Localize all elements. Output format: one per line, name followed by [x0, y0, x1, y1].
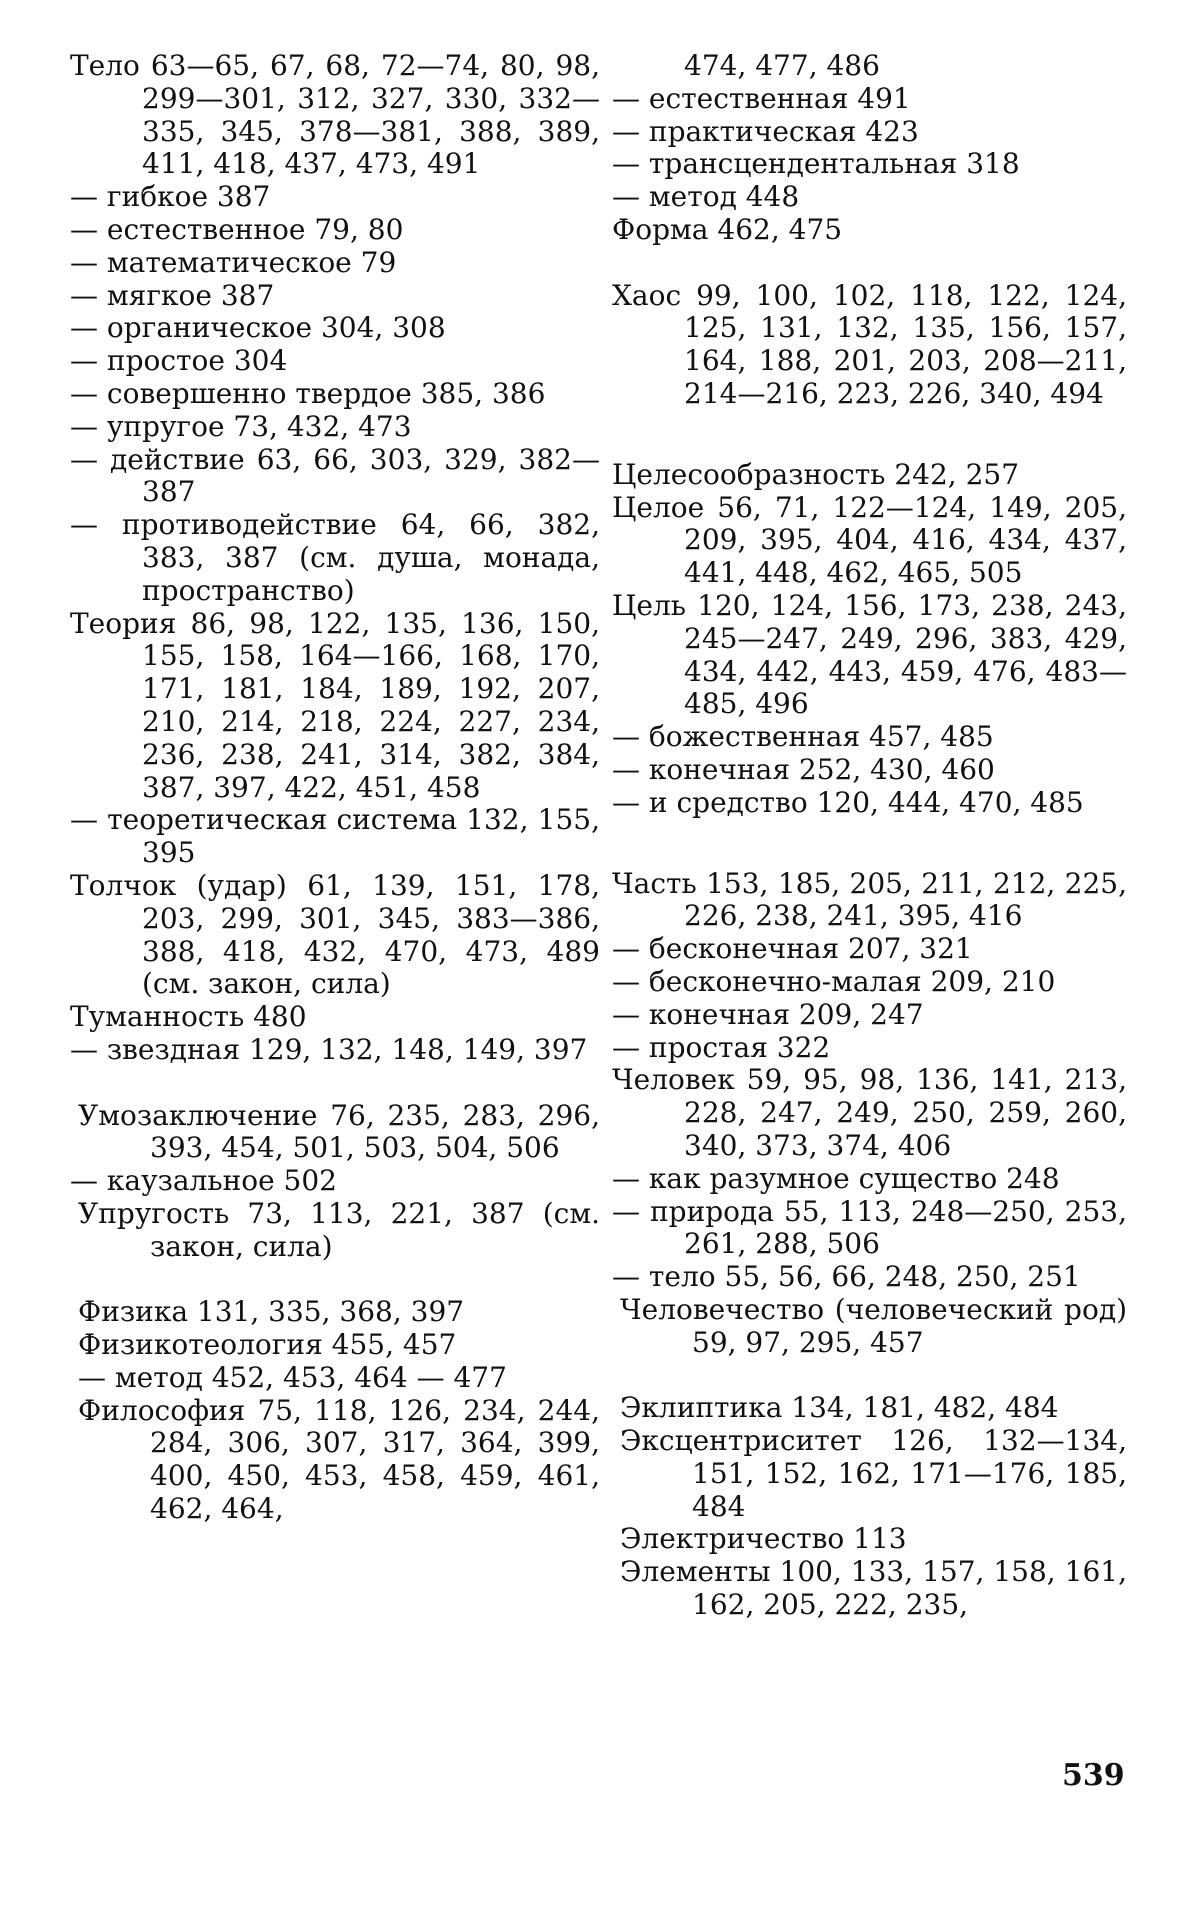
index-entry: — органическое 304, 308	[70, 311, 446, 345]
index-column-right	[612, 50, 1127, 1622]
index-entry: — природа 55, 113, 248—250, 253, 261, 288, 506	[612, 1194, 1127, 1261]
index-entry: Эксцентриситет 126, 132—134, 151, 152, 162, 171—176, 185, 484	[620, 1424, 1127, 1523]
index-entry: — математическое 79	[70, 245, 397, 279]
section-gap	[70, 1263, 600, 1296]
index-entry: — звездная 129, 132, 148, 149, 397	[70, 1032, 588, 1066]
index-entry: Хаос 99, 100, 102, 118, 122, 124, 125, 131, 132, 135, 156, 157, 164, 188, 201, 203, 208—211, 214—216, 223, 226, 340, 494	[612, 278, 1127, 410]
index-entry: — бесконечно-малая 209, 210	[612, 964, 1056, 998]
section-gap	[612, 1359, 1127, 1392]
index-entry: — упругое 73, 432, 473	[70, 409, 412, 443]
index-entry: — практическая 423	[612, 114, 919, 148]
index-entry: Электричество 113	[620, 1522, 907, 1556]
index-entry: — простая 322	[612, 1030, 831, 1064]
index-entry: Тело 63—65, 67, 68, 72—74, 80, 98, 299—301, 312, 327, 330, 332—335, 345, 378—381, 388, 389, 411, 418, 437, 473, 491	[70, 49, 600, 181]
index-entry: — метод 452, 453, 464 — 477	[78, 1360, 507, 1394]
index-entry: — конечная 209, 247	[612, 997, 924, 1031]
index-entry: Элементы 100, 133, 157, 158, 161, 162, 205, 222, 235,	[620, 1555, 1127, 1622]
index-entry: Целесообразность 242, 257	[612, 457, 1020, 491]
index-entry: — божественная 457, 485	[612, 720, 994, 754]
index-entry: — действие 63, 66, 303, 329, 382—387	[70, 442, 600, 509]
index-entry: Физика 131, 335, 368, 397	[78, 1295, 465, 1329]
index-entry: Толчок (удар) 61, 139, 151, 178, 203, 299, 301, 345, 383—386, 388, 418, 432, 470, 473, 489 (см. закон, сила)	[70, 868, 600, 1001]
section-gap	[612, 247, 1127, 280]
page-number: 539	[1062, 1758, 1125, 1793]
index-entry-continuation: 474, 477, 486	[684, 49, 880, 82]
index-entry: — мягкое 387	[70, 278, 275, 312]
index-entry: Эклиптика 134, 181, 482, 484	[620, 1391, 1059, 1425]
index-entry: — естественное 79, 80	[70, 212, 404, 246]
section-gap	[612, 411, 1127, 459]
index-entry: — гибкое 387	[70, 180, 271, 214]
index-entry: Туманность 480	[70, 1000, 307, 1034]
index-column-left	[70, 50, 600, 1526]
index-entry: — совершенно твердое 385, 386	[70, 376, 546, 410]
index-entry: — бесконечная 207, 321	[612, 932, 973, 966]
index-entry: Физикотеология 455, 457	[78, 1328, 457, 1362]
index-entry: Цель 120, 124, 156, 173, 238, 243, 245—247, 249, 296, 383, 429, 434, 442, 443, 459, 476, 483—485, 496	[612, 588, 1127, 721]
index-entry: — простое 304	[70, 344, 288, 378]
index-entry: — метод 448	[612, 180, 800, 214]
index-entry: Теория 86, 98, 122, 135, 136, 150, 155, 158, 164—166, 168, 170, 171, 181, 184, 189, 192, 207, 210, 214, 218, 224, 227, 234, 236, 238, 241, 314, 382, 384, 387, 397, 422, 451, 458	[70, 606, 600, 804]
index-entry: — теоретическая система 132, 155, 395	[70, 803, 600, 870]
index-entry: Упругость 73, 113, 221, 387 (см. закон, сила)	[78, 1196, 600, 1263]
index-entry: Философия 75, 118, 126, 234, 244, 284, 306, 307, 317, 364, 399, 400, 450, 453, 458, 459, 461, 462, 464,	[78, 1393, 600, 1526]
index-entry: Часть 153, 185, 205, 211, 212, 225, 226, 238, 241, 395, 416	[612, 866, 1127, 933]
index-entry: — естественная 491	[612, 81, 911, 115]
index-entry: Человечество (человеческий род) 59, 97, 295, 457	[620, 1292, 1127, 1359]
index-entry: Целое 56, 71, 122—124, 149, 205, 209, 395, 404, 416, 434, 437, 441, 448, 462, 465, 505	[612, 490, 1127, 590]
index-entry: — каузальное 502	[70, 1164, 337, 1198]
index-entry: — трансцендентальная 318	[612, 147, 1020, 181]
index-entry: Человек 59, 95, 98, 136, 141, 213, 228, 247, 249, 250, 259, 260, 340, 373, 374, 406	[612, 1063, 1127, 1162]
index-entry: — противодействие 64, 66, 382, 383, 387 (см. душа, монада, пространство)	[70, 508, 600, 607]
index-entry: Форма 462, 475	[612, 212, 843, 246]
index-entry: — и средство 120, 444, 470, 485	[612, 785, 1084, 819]
index-entry: — тело 55, 56, 66, 248, 250, 251	[612, 1260, 1081, 1294]
index-entry: — как разумное существо 248	[612, 1161, 1060, 1195]
index-entry: Умозаключение 76, 235, 283, 296, 393, 454, 501, 503, 504, 506	[78, 1098, 600, 1165]
section-gap	[612, 820, 1127, 868]
section-gap	[70, 1067, 600, 1100]
index-entry: — конечная 252, 430, 460	[612, 752, 995, 786]
